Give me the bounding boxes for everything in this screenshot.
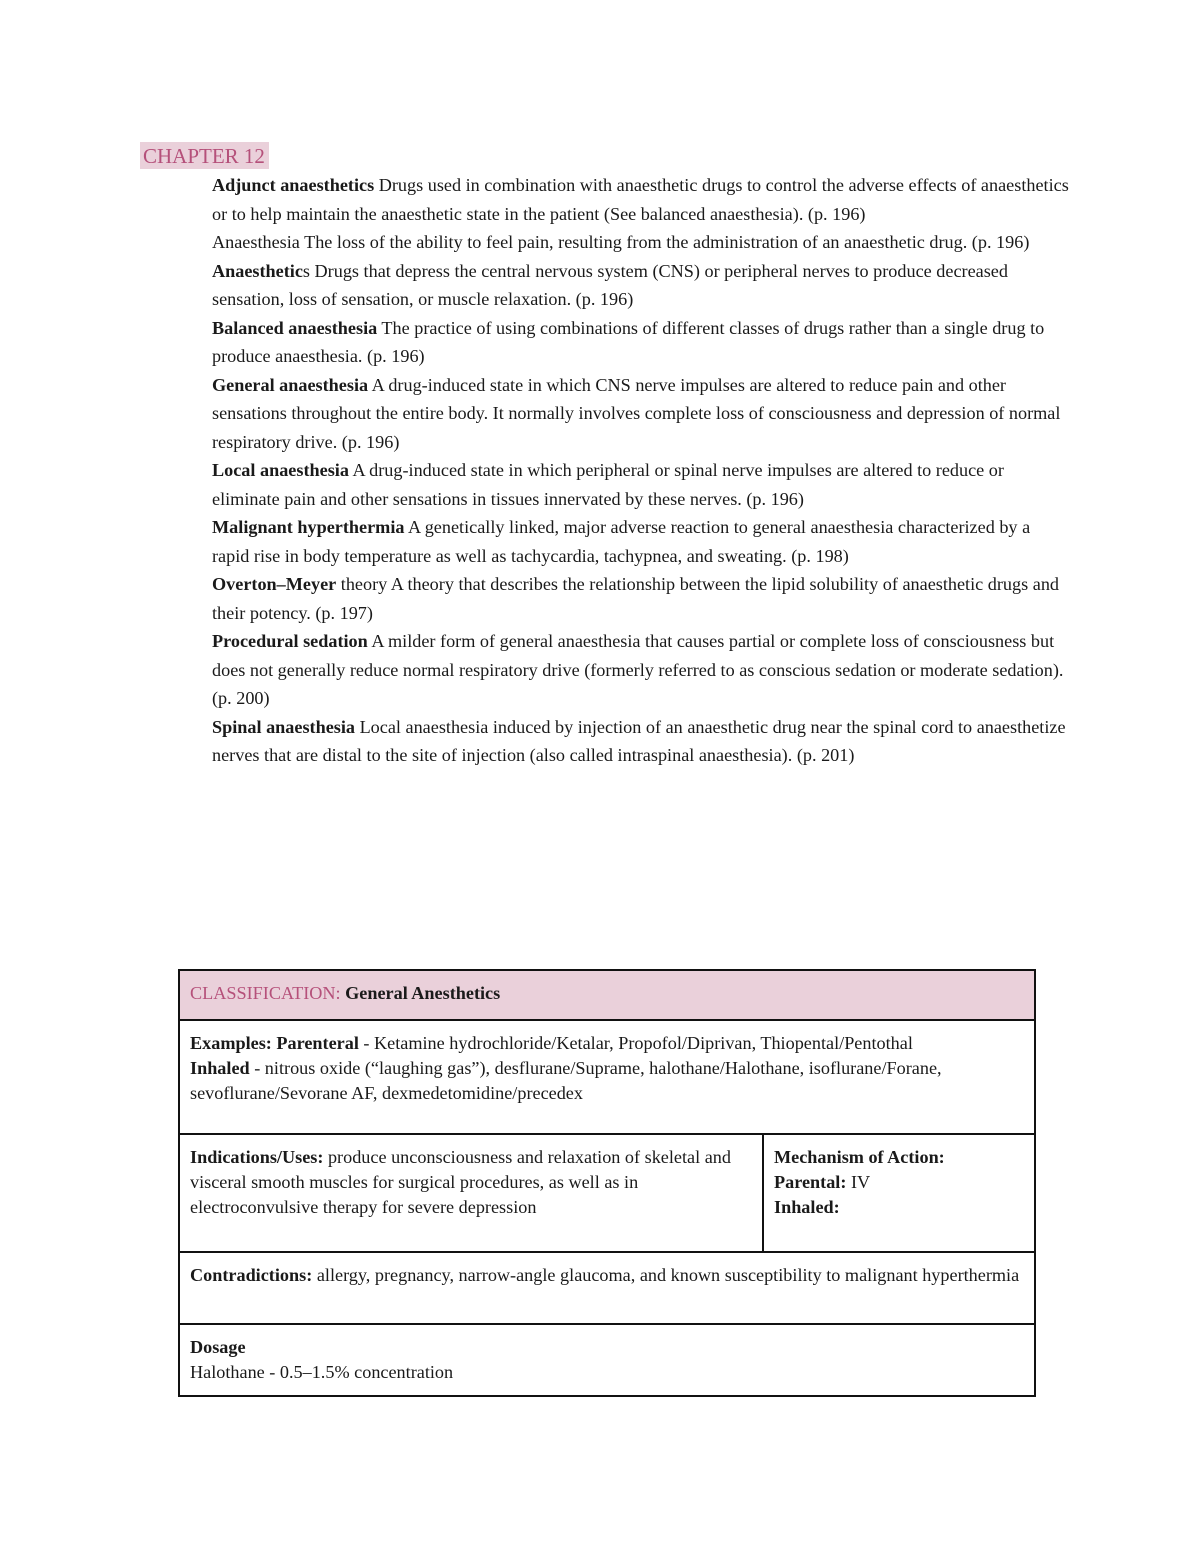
examples-label: Examples:: [190, 1033, 272, 1053]
glossary-entry: [212, 171, 1072, 228]
glossary-entry: [212, 627, 1072, 713]
classification-title: General Anesthetics: [345, 983, 501, 1003]
inhaled-label: Inhaled: [190, 1058, 250, 1078]
dosage-row: [179, 1324, 1035, 1396]
mechanism-inhaled-label: Inhaled:: [774, 1197, 840, 1217]
examples-cell: [179, 1020, 1035, 1134]
contraindications-text: allergy, pregnancy, narrow-angle glaucoma, and known susceptibility to malignant hyperthermia: [312, 1265, 1020, 1285]
glossary-list: [212, 171, 1072, 770]
examples-parenteral: [190, 1031, 1024, 1056]
indications-label: Indications/Uses:: [190, 1147, 324, 1167]
examples-inhaled: [190, 1056, 1024, 1106]
glossary-entry: [212, 456, 1072, 513]
glossary-term: Balanced anaesthesia: [212, 317, 378, 338]
parental-text: IV: [846, 1172, 871, 1192]
glossary-term: Spinal anaesthesia: [212, 716, 356, 737]
glossary-definition: A milder form of general anaesthesia that causes partial or complete loss of consciousness but does not generally reduce normal respiratory drive (formerly referred to as conscious sedation or moderate sedation). (p. 200): [212, 631, 1064, 708]
mechanism-cell: [763, 1134, 1035, 1252]
examples-row: [179, 1020, 1035, 1134]
glossary-term: Procedural sedation: [212, 631, 368, 651]
glossary-term: General anaesthesia: [212, 374, 369, 395]
inhaled-text: - nitrous oxide (“laughing gas”), desflurane/Suprame, halothane/Halothane, isoflurane/Forane, sevoflurane/Sevorane AF, dexmedetomidine/precedex: [190, 1058, 942, 1103]
glossary-entry: [212, 314, 1072, 371]
indications-cell: [179, 1134, 763, 1252]
glossary-definition: s Drugs that depress the central nervous system (CNS) or peripheral nerves to produce decreased sensation, loss of sensation, or muscle relaxation. (p. 196): [212, 260, 1008, 309]
mechanism-parental: [774, 1170, 1024, 1195]
dosage-cell: [179, 1324, 1035, 1396]
classification-header-row: [179, 970, 1035, 1020]
glossary-entry: [212, 228, 1072, 257]
indications-row: [179, 1134, 1035, 1252]
glossary-entry: [212, 371, 1072, 457]
glossary-entry: [212, 257, 1072, 314]
glossary-entry: [212, 570, 1072, 627]
glossary-definition: Local anaesthesia induced by injection of an anaesthetic drug near the spinal cord to anaesthetize nerves that are distal to the site of injection (also called intraspinal anaesthesia). (p. 201): [212, 716, 1066, 765]
glossary-entry: [212, 713, 1072, 770]
dosage-label: Dosage: [190, 1337, 246, 1357]
glossary-term: Local anaesthesia: [212, 460, 349, 480]
glossary-definition: theory A theory that describes the relationship between the lipid solubility of anaesthetic drugs and their potency. (p. 197): [212, 574, 1060, 623]
glossary-term: Overton–Meyer: [212, 574, 337, 594]
glossary-term: Anaesthetic: [212, 260, 303, 281]
glossary-term: Malignant hyperthermia: [212, 517, 405, 537]
contraindications-cell: [179, 1252, 1035, 1324]
chapter-heading: CHAPTER 12: [140, 142, 269, 169]
classification-table: [178, 969, 1036, 1397]
parenteral-label: Parenteral: [276, 1033, 359, 1053]
glossary-definition: A drug-induced state in which CNS nerve impulses are altered to reduce pain and other sensations throughout the entire body. It normally involves complete loss of consciousness and depression of normal respiratory drive. (p. 196): [212, 374, 1061, 452]
glossary-definition: A drug-induced state in which peripheral or spinal nerve impulses are altered to reduce or eliminate pain and other sensations in tissues innervated by these nerves. (p. 196): [212, 460, 1004, 509]
parental-label: Parental:: [774, 1172, 847, 1192]
contraindications-label: Contradictions:: [190, 1265, 313, 1285]
glossary-definition: The practice of using combinations of different classes of drugs rather than a single drug to produce anaesthesia. (p. 196): [212, 317, 1045, 366]
parenteral-text: - Ketamine hydrochloride/Ketalar, Propofol/Diprivan, Thiopental/Pentothal: [358, 1033, 913, 1053]
mechanism-label: Mechanism of Action:: [774, 1147, 945, 1167]
indications-text: produce unconsciousness and relaxation of skeletal and visceral smooth muscles for surgical procedures, as well as in electroconvulsive therapy for severe depression: [190, 1147, 731, 1217]
glossary-term: Adjunct anaesthetics: [212, 175, 375, 195]
contraindications-row: [179, 1252, 1035, 1324]
glossary-definition: Anaesthesia The loss of the ability to feel pain, resulting from the administration of an anaesthetic drug. (p. 196): [212, 232, 1030, 252]
dosage-text: Halothane - 0.5–1.5% concentration: [190, 1362, 454, 1382]
classification-label: CLASSIFICATION:: [190, 983, 341, 1003]
glossary-entry: [212, 513, 1072, 570]
glossary-definition: A genetically linked, major adverse reaction to general anaesthesia characterized by a rapid rise in body temperature as well as tachycardia, tachypnea, and sweating. (p. 198): [212, 517, 1031, 566]
glossary-definition: Drugs used in combination with anaesthetic drugs to control the adverse effects of anaesthetics or to help maintain the anaesthetic state in the patient (See balanced anaesthesia). (p. 196): [212, 175, 1069, 224]
classification-header: [179, 970, 1035, 1020]
